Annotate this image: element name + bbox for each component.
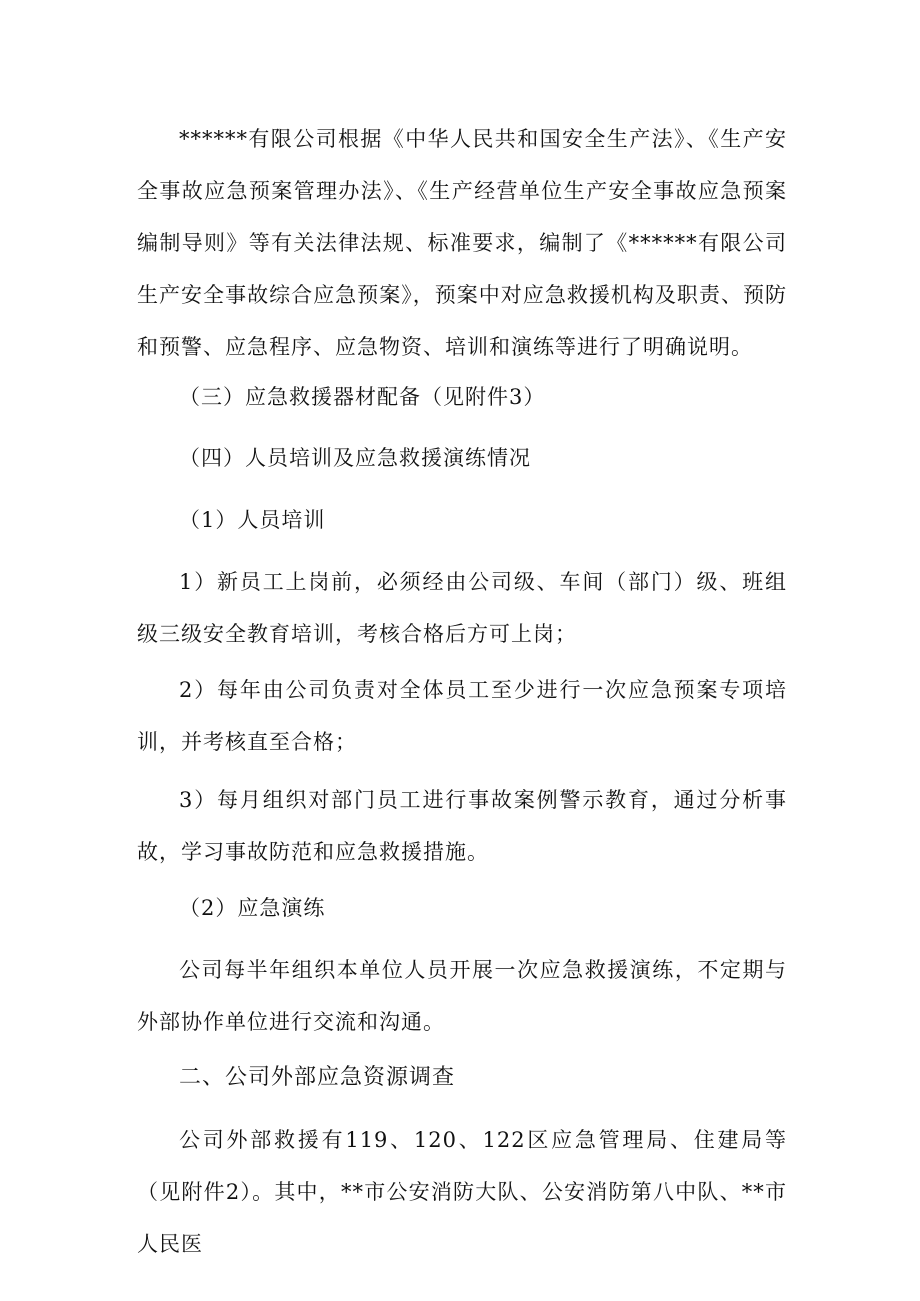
intro-paragraph: ******有限公司根据《中华人民共和国安全生产法》、《生产安全事故应急预案管理办法》、《生产经营单位生产安全事故应急预案编制导则》等有关法律法规、标准要求，编制了《******有限公司生产安全事故综合应急预案》，预案中对应急救援机构及职责、预防和预警、应急程序、应急物资、培训和演练等进行了明确说明。: [137, 127, 787, 359]
training-item-1: 1）新员工上岗前，必须经由公司级、车间（部门）级、班组级三级安全教育培训，考核合格后方可上岗；: [137, 570, 787, 646]
training-item-3: 3）每月组织对部门员工进行事故案例警示教育，通过分析事故，学习事故防范和应急救援措施。: [137, 788, 787, 864]
subheading-staff-training: （1）人员培训: [179, 508, 326, 532]
section-heading-training: （四）人员培训及应急救援演练情况: [179, 446, 531, 470]
drill-paragraph: 公司每半年组织本单位人员开展一次应急救援演练，不定期与外部协作单位进行交流和沟通。: [137, 958, 787, 1034]
external-resources-paragraph: 公司外部救援有119、120、122区应急管理局、住建局等（见附件2）。其中，**市公安消防大队、公安消防第八中队、**市人民医: [137, 1128, 787, 1256]
section-heading-equipment: （三）应急救援器材配备（见附件3）: [179, 385, 546, 409]
section-heading-external-resources: 二、公司外部应急资源调查: [179, 1065, 456, 1090]
training-item-2: 2）每年由公司负责对全体员工至少进行一次应急预案专项培训，并考核直至合格；: [137, 678, 787, 754]
subheading-emergency-drill: （2）应急演练: [179, 896, 326, 920]
